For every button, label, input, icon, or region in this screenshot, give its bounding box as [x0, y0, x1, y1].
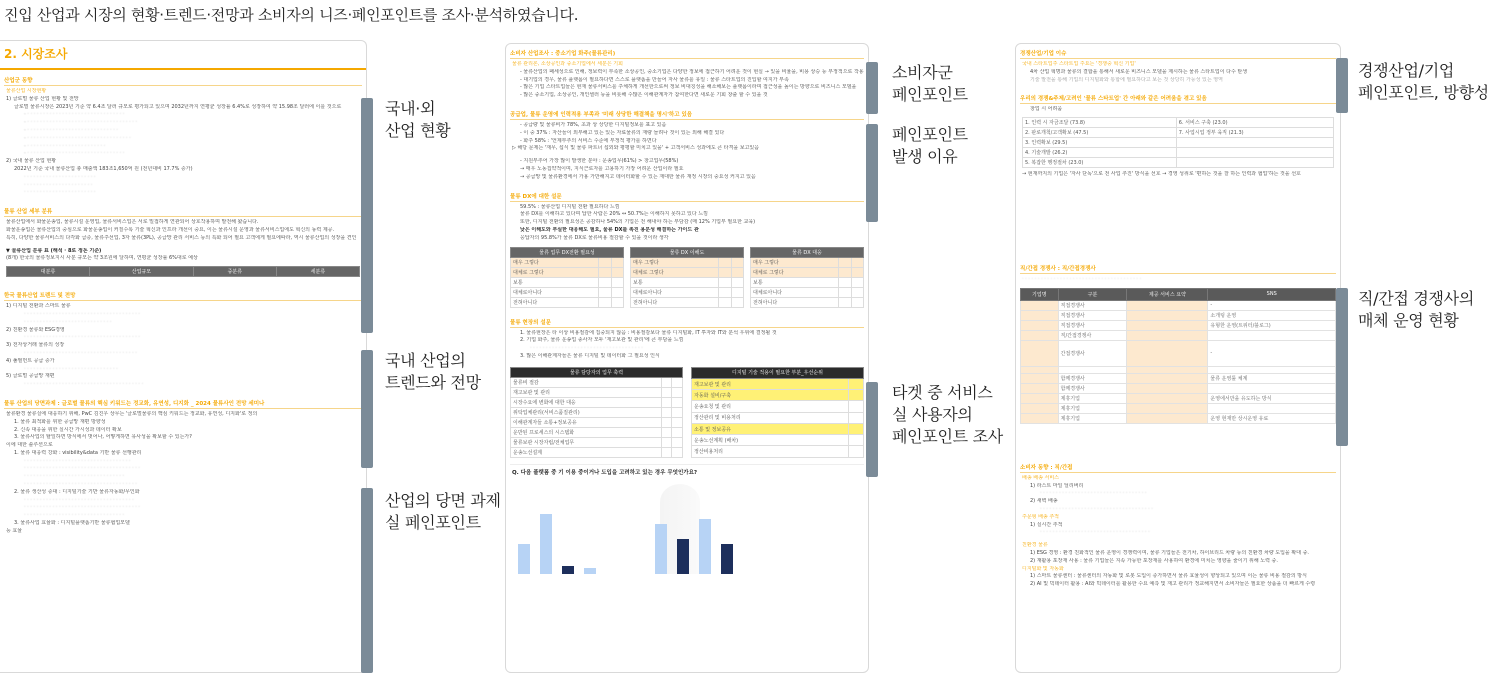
text-line: - 대기업의 경우, 물류 플랫폼이 필요하다면 스스로 플랫폼을 만들어 자사 물류를 유일 : 물류 스타트업의 진입할 여지가 부족	[520, 76, 789, 83]
table-cell: 6. 서비스 구축 (23.0)	[1176, 118, 1333, 128]
subsection-title: 물류 관리론, 소상공인과 중소기업에서 세분은 기회	[512, 61, 623, 67]
section-title: 물류 DX에 대한 설문	[510, 192, 864, 202]
table-cell: 보통	[631, 277, 719, 287]
text-line: → 매우 노동집약적이며, 지식근로자를 고용하기 가장 어려운 산업이라 필요	[520, 165, 684, 172]
chart-bar	[721, 544, 733, 574]
subsection-title: 국내 스타트업주 스타트업 주요는 '경쟁중 혁신 기업'	[1022, 61, 1136, 67]
blurred-line: · · · · · · · · · · · · · · · · · · · · · · · · · · · · · · · · · ·	[1040, 490, 1147, 497]
chart-bar	[518, 544, 530, 574]
competitor-research-document	[1015, 43, 1341, 673]
table-cell	[1208, 403, 1336, 413]
chart-bar	[699, 519, 711, 574]
table-cell: 재고보관 및 관리	[511, 387, 662, 397]
table-cell: 간접경쟁사	[1058, 340, 1127, 366]
text-line: 2. 신속 대응을 위한 실시간 가시성과 데이터 확보	[14, 426, 122, 433]
table-cell: 유형한 운영(트위터/블로그)	[1208, 320, 1336, 330]
dx-understanding-table	[630, 247, 744, 308]
table-cell: 전혀아니다	[631, 297, 719, 307]
blurred-line: · · · · · · · · · · · · · · · · · · · · · · · · · · · · · · · · · · · · ·	[24, 504, 141, 511]
doc-title: 2. 시장조사	[0, 41, 366, 70]
text-line: 1) ESG 경영 : 환경 친화적인 물류 운영이 경쟁력이며, 물류 기업들은 전기차, 하이브리드 차량 등의 친환경 차량 도입을 확대 중.	[1030, 549, 1310, 556]
industry-classification-table	[6, 266, 360, 277]
table-cell: 물류보관 시장자립/전체업무	[511, 437, 662, 447]
table-cell: 물류비 절감	[511, 377, 662, 387]
text-line: 1. 물류 대응력 강화 : visibility&data 기반 물류 선행관리	[14, 449, 142, 456]
dx-response-table	[750, 247, 864, 308]
text-line: 1. 물류현장은 타 이상 비용절감에 집중되지 않음 : 비용절감보다 물류 디지털화, IT 투자와 IT와 분석 우위에 결정될 것	[520, 329, 777, 336]
startup-difficulty-table	[1022, 117, 1334, 168]
section-title: 소비자 동향 : 직/간접	[1020, 463, 1336, 473]
blurred-line: · · · · · · · · · · · · · · · · · · · · · · · · · · · · · · · · · · · · ·	[24, 334, 141, 341]
table-cell: 대체로 그렇다	[751, 267, 839, 277]
text-line: - 많은 중소기업, 소상공인, 개인셀러 등을 비롯해 수많은 이해관계자가 참여한다면 새로운 기회 창출 할 수 있을 것	[520, 92, 768, 99]
blurred-line: · · · · · · · · · · · · · · · · · · · · · · · · · · · · · · · ·	[24, 512, 125, 519]
blurred-line: · · · · · · · · · · · · · · · · · · · · · · · · · · · · · · · · · · · ·	[1040, 505, 1153, 512]
table-cell: 정산관리 및 비용처리	[692, 412, 849, 423]
text-line: 특히, 다양한 물류서비스의 다각화 급증, 물류주선업, 3자 물류(3PL), 공급망 관리 서비스 등의 특화 되어 필요 고객에게 필요에따라, 역시 물류산업의 성장을 견인	[6, 234, 357, 241]
table-cell: 운반된 프로세스의 시스템화	[511, 427, 662, 437]
table-cell: 매우 그렇다	[511, 257, 599, 267]
table-cell: 소개팅 운영	[1208, 310, 1336, 320]
table-cell: 직/간접경쟁사	[1058, 330, 1127, 340]
section-title: 소비자 산업조사 : 중소기업 화주(물류관리)	[510, 49, 864, 59]
table-cell: 제휴기업	[1058, 403, 1127, 413]
text-line: 3. 물류사업의 탈일하면 방식에서 벗어나, 어떻게하면 유사성을 확보할 수 있는가?	[14, 434, 192, 441]
subsection-title: 친환경 물류	[1022, 542, 1048, 549]
table-cell: 대체로 그렇다	[631, 267, 719, 277]
section-title: 경쟁산업/기업 이슈	[1020, 49, 1336, 59]
text-line: 4) 풀필먼트 공급 증가	[6, 357, 55, 364]
table-header: 세분류	[276, 267, 359, 277]
table-cell: 운송요청 및 관리	[692, 401, 849, 412]
table-cell: 5. 복잡한 행정절차 (23.0)	[1023, 158, 1177, 168]
subsection-title: 물류산업 시장현황	[6, 88, 47, 94]
table-header: 산업규모	[90, 267, 194, 277]
callout-label: 산업의 당면 과제 실 페인포인트	[385, 491, 501, 532]
text-line: 1) 스마트 물류센터 : 물류센터의 자동화 및 로봇 도입이 증가하면서 물류 효율성이 향상되고 있으며 이는 물류 비용 절감의 방식	[1030, 573, 1307, 580]
table-header: 물류 업무 DX전환 필요성	[511, 247, 624, 257]
platform-usage-chart	[510, 464, 864, 574]
callout-label: 국내 산업의 트렌드와 전망	[385, 351, 481, 392]
chart-bar	[677, 539, 689, 574]
table-cell: 자동화 설비/구축	[692, 390, 849, 401]
callout-label: 타겟 중 서비스 실 사용자의 페인포인트 조사	[892, 383, 1003, 446]
blurred-line: · · · · · · · · · · · · · · · · · · · · · · · · · · · · · · · · · · · · · ·	[24, 381, 144, 388]
text-line: 물류산업에서 화물운송업, 물류시설 운영업, 물류서비스업은 서로 밀접하게 연관되어 상호작용하며 발전해 왔습니다.	[6, 219, 259, 226]
bracket-marker	[866, 382, 878, 477]
table-cell: 제휴기업	[1058, 393, 1127, 403]
callout-label: 소비자군 페인포인트	[892, 63, 968, 104]
blurred-line: · · · · · · · · · · · · · · · · · · · · · · · · · · · · · · · · · · · · ·	[24, 465, 141, 472]
table-cell	[1176, 138, 1333, 148]
blurred-line: · · · · · · · · · · · · · · · · · · · · · ·	[24, 181, 93, 188]
callout-label: 페인포인트 발생 이유	[892, 125, 968, 166]
text-line: (8개) 한국의 물류정보지시 사분 규모는 약 3조원에 달하며, 연평균 성장률 6%대로 예상	[6, 255, 198, 262]
table-cell: 매우 그렇다	[631, 257, 719, 267]
section-title: 산업군 동향	[4, 76, 362, 86]
table-header: 대분류	[7, 267, 90, 277]
blurred-line: · · · · · · · · · · · · · · · · · · · · · · · · · · · ·	[24, 318, 112, 325]
bracket-marker	[866, 124, 878, 222]
text-line: 기술 발전을 통해 기업의 디지털화와 통합에 필요하다고 보는 것 상당히 가능성 있는 영역	[1030, 76, 1223, 83]
text-line: - 물류산업의 패세성으로 인해, 정보력이 부족한 소상공인, 중소기업은 다양한 정보에 접근하기 어려운 것이 현실 → 있을 비율을, 비용 상승 등 부정적으로 작용	[520, 68, 864, 75]
text-line: 화물운송업은 물류산업의 중심으로 화물운송업이 커질수록 기술 혁신과 인프라 개선이 중요, 이는 물류시설 운영과 물류서비스업에도 혁신의 동력 제공.	[6, 226, 335, 233]
blurred-line: · · · · · · · · · · · · · · · · · · · · · · · · · · · · · · · · · · ·	[1040, 529, 1150, 536]
field-survey-tables	[506, 367, 868, 458]
table-cell: 전혀아니다	[511, 297, 599, 307]
table-cell: 직접경쟁사	[1058, 300, 1127, 310]
table-cell: 소통 및 정보공유	[692, 423, 849, 434]
chart-bar	[562, 566, 574, 574]
text-line: 물류환경 물류실에 대응하기 위해, PwC 김진우 상무는 '글로벌물류의 핵심 키워드는 정교화, 유연성, 디지화'로 정의	[6, 410, 258, 417]
chart-question: Q. 다음 플랫폼 중 기 이용 중이거나 도입을 고려하고 있는 경우 무엇인가요?	[512, 469, 698, 476]
text-line: 응답자의 95.8%가 물류 DX로 물류비용 절감할 수 있을 것이라 생각	[520, 234, 669, 241]
bracket-marker	[361, 350, 373, 468]
table-cell: 물류 운영툴 체계	[1208, 373, 1336, 383]
section-title: 한국 물류산업 트렌드 및 전망	[4, 291, 362, 301]
text-line: 1) 디지털 전환과 스마트 물류	[6, 303, 71, 310]
text-line: 글로벌 물류시장은 2023년 기준 약 6.4조 달러 규모로 평가되고 있으며 2032년까지 연평균 성장률 6.4%로 성장하여 약 15.98조 달러에 이를 것으로	[14, 103, 342, 110]
blurred-line: - · · · · · · · · · · · · · · · · · · · · · · · · ·	[24, 142, 106, 149]
table-header: 중분류	[193, 267, 276, 277]
chart-bar	[584, 568, 596, 574]
section-title: 물류 산업의 당면과제 : 글로벌 물류의 핵심 키워드는 정교화, 유연성, 디지화 _ 2024 물류사인 전망 세미나	[4, 399, 362, 409]
table-cell	[1208, 330, 1336, 340]
blurred-line: - · · · · · · · · · · · · · · · · · · · · · · · · · · · · · · ·	[24, 111, 125, 118]
table-cell	[1176, 148, 1333, 158]
blurred-line: · · · · · · · · · · · · · · · · · · · · · · · · · · · · · · · ·	[24, 473, 125, 480]
table-cell: 1. 인력 시 자금조달 (73.8)	[1023, 118, 1177, 128]
table-cell: 3. 인력확보 (29.5)	[1023, 138, 1177, 148]
text-line: 2) 친환경 물류와 ESG경영	[6, 326, 65, 333]
table-cell: 직접경쟁사	[1058, 320, 1127, 330]
text-line: 2) 새벽 배송	[1030, 498, 1058, 505]
table-cell: 운송노선설계	[511, 447, 662, 457]
blurred-line: · · · · · · · · · · · · · · · · · · · · · · ·	[24, 189, 96, 196]
table-cell: 운송노선계획 (배차)	[692, 435, 849, 446]
chart-bars	[510, 494, 864, 574]
table-header: 구분	[1058, 288, 1127, 300]
section-title: 물류 산업 세부 분류	[4, 207, 362, 217]
table-cell	[1176, 158, 1333, 168]
bracket-marker	[361, 488, 373, 673]
blurred-line: · · · · · · · · · · · · · · · · · · · · · · · · · · · · · · · · · · · ·	[24, 349, 137, 356]
text-line: → 공급망 및 물류환경에서 가용 가만해지고 데이터화할 수 있는 재대한 물류 재정 시장의 중요성 커지고 있음	[520, 173, 756, 180]
table-cell: -	[1208, 300, 1336, 310]
text-line: 물류 DX를 이해하고 있다며 답한 사람은 20% ↔ 50.7%는 이해하지 못하고 있다 느낌	[520, 211, 708, 218]
bracket-marker	[1336, 58, 1348, 113]
section-title: 직/간접 경쟁사 : 직/간접경쟁사	[1020, 264, 1336, 274]
table-cell: 운영 현재만 상시운영 유료	[1208, 413, 1336, 423]
table-header: 제공 서비스 요약	[1127, 288, 1208, 300]
table-cell: 운영에서만을 유도하는 방식	[1208, 393, 1336, 403]
text-line: 등 효율	[6, 527, 23, 534]
table-cell: 보통	[751, 277, 839, 287]
table-cell: 대체로 그렇다	[511, 267, 599, 277]
table-cell: 7. 사업시업 정부 육직 (21.3)	[1176, 128, 1333, 138]
blurred-line: - · · · · · · · · · · · · · · · · · · · · · · · · · · · · · · · · ·	[24, 134, 131, 141]
table-header: 물류 DX 이해도	[631, 247, 744, 257]
section-title: 우리의 경쟁&주제/고려인 '물류 스타트업' 간 아래와 같은 어려움을 겪고 있음	[1020, 94, 1336, 104]
section-title: 공급업, 물류 운영에 인력적용 부족과 '미래 상당한 해결책을 명시'하고 있음	[510, 110, 864, 120]
text-line: 4차 산업 혁명과 물류의 결합을 통해서 새로운 비즈니스 모델을 제시하는 물류 스타트업이 다수 탄생	[1030, 68, 1248, 75]
text-line: ▷ 해당 문제는 '재무, 섭식 및 물류 파트너 섭외와 평평할 미치고 있을' + 고객서비스 성과에도 큰 타격을 보고있음	[512, 145, 760, 152]
blurred-line: · · · · · · · · · · · · · · · · · · · · · · · · · · · · · · · · · · · · · ·	[1022, 275, 1142, 282]
blurred-line: · · · · · · · · · · · · · · · · · · · · · · · · · · · · · ·	[24, 365, 118, 372]
dx-need-table	[510, 247, 624, 308]
table-header: 디지털 기술 적용이 필요한 부분_우선순위	[692, 367, 864, 378]
text-line: 이에 대한 솔루션으로	[6, 442, 53, 449]
callout-label: 경쟁산업/기업 페인포인트, 방향성	[1358, 61, 1489, 102]
bracket-marker	[866, 62, 878, 114]
table-cell: 재고보관 및 관리	[692, 378, 849, 389]
blurred-line: · · · · · · · · · · · · · · · · · · · · · · · · · · · · · · · · · ·	[24, 457, 131, 464]
table-header: SNS	[1208, 288, 1336, 300]
text-line: - 이 중 37% : 자산들이 외부해고 있는 있는 자료물류의 재량 늘려나 것이 있는 외해 해결 있다	[520, 129, 725, 136]
table-cell: 이해관계자들 소통+정보공유	[511, 417, 662, 427]
table-cell: 대체로아니다	[751, 287, 839, 297]
table-cell: -	[1208, 340, 1336, 366]
section-title: 물류 현장의 설문	[510, 318, 864, 328]
text-line: - 화주 58% : '언제부추의 서비스 수준에 부정적 평가를 하면다	[520, 137, 657, 144]
text-line: 2022년 기준 국내 물류산업 총 매출액 183조1,650억 원 (전년대비 17.7% 증가)	[14, 165, 193, 172]
table-cell: 위탁업체관리(서비스품질관리)	[511, 407, 662, 417]
callout-label: 국내·외 산업 현황	[385, 99, 451, 140]
text-line: 5) 글로벌 공급망 재편	[6, 373, 55, 380]
text-line: → 현재까지의 기업은 '자사 단독'으로 전 사업 추진' 방식을 선호 → 경영 성취로 '편하는 것을 잘 하는 인력과 협업'하는 것을 선호	[1022, 171, 1301, 178]
blurred-line: - · · · · · · · · · · · · · · · · · · · · · · · · · · · · ·	[24, 126, 118, 133]
text-line: 2) 재활용 포장재 사용 : 물류 기업들은 지속 가능한 포장재를 사용하여 환경에 미치는 영향을 줄이기 위해 노력 중.	[1030, 557, 1278, 564]
chart-bar	[655, 524, 667, 574]
text-line: 2. 물류 생산성 증대 : 디지털기술 기반 물류자동화/무인화	[14, 488, 140, 495]
bracket-marker	[361, 98, 373, 333]
text-line: 3. 물류사업 효율화 : 디지털플랫폼기반 물류협업모델	[14, 520, 130, 527]
text-line: 59.5% : 물류산업 디지털 전환 필요하다 느낌	[520, 203, 620, 210]
tech-priority-table	[691, 367, 864, 458]
text-line: 낮은 이해도와 부실한 대응해도 필요, 물류 DX를 촉진 용분성 해결하는 가이드 관	[520, 226, 699, 233]
table-cell: 전혀아니다	[751, 297, 839, 307]
text-line: - 많은 기업 스타트업들은 현재 물류서비스를 주체하게 개선한으로써 정보 비대칭성을 해소해보는 플랫폼이라며 접근성을 높이는 방향으로 비즈니스 모델을	[520, 84, 857, 91]
dx-survey-tables	[506, 247, 868, 308]
bracket-marker	[1336, 288, 1348, 446]
blurred-line: · · · · · · · · · · · · · · · · · · · · · · · · · · · · · · · · · · · ·	[530, 345, 643, 352]
text-line: - 지원부추어 가장 많이 발생한 분야 : 운송업무(61%) > 창고업무(58%)	[520, 158, 679, 165]
blurred-line: · · · · · · · · · · · · · · · · · · · · · · ·	[24, 173, 96, 180]
text-line: 2. 기업 화주, 물류 운송업 종사자 모두 '재고보관 및 관리'에 큰 부담을 느낌	[520, 337, 684, 344]
table-cell: 4. 기술개발 (26.2)	[1023, 148, 1177, 158]
callout-label: 직/간접 경쟁사의 매체 운영 현황	[1358, 289, 1474, 330]
subsection-title: 디지털화 및 자동화	[1022, 565, 1064, 572]
page-headline: 진입 산업과 시장의 현황·트렌드·전망과 소비자의 니즈·페인포인트를 조사·분석하였습니다.	[4, 6, 579, 24]
table-header: 물류 DX 대응	[751, 247, 864, 257]
table-cell: 정산비용처리	[692, 446, 849, 457]
consumer-research-document	[505, 43, 869, 673]
text-line: 1. 물류 최적화를 위한 공급망 재편 방향성	[14, 418, 106, 425]
table-cell	[1058, 366, 1127, 373]
text-line: - 공급량 및 물류비가 78%, 초과 상 상당한 디지털정보를 표고 있음	[520, 121, 667, 128]
text-line: 3. 많은 이해관계자들은 물류 디지털 및 데이터화 그 필요성 인식	[520, 352, 660, 359]
table-cell: 대체로아니다	[631, 287, 719, 297]
table-header: 기업명	[1021, 288, 1059, 300]
table-cell: 함께경쟁사	[1058, 383, 1127, 393]
text-line: 1) 라스트 마일 딜리버리	[1030, 482, 1084, 489]
task-difficulty-table	[510, 367, 683, 458]
text-line: 3) 전자상거래 물류의 성장	[6, 342, 65, 349]
competitor-table	[1020, 288, 1336, 424]
subsection-title: 배송 배송 서비스	[1022, 474, 1059, 481]
text-line: 또한, 디지털 전환의 필요성은 공감하나 54%의 기업은 전 해내야 하는 부담감 (매 12% 기업부 필요한 교육)	[520, 219, 756, 226]
market-research-document	[0, 40, 367, 673]
blurred-line: · · · · · · · · · · · · · · · · · · · · · · · · · · · · · · · · · · · ·	[24, 481, 137, 488]
table-header: 물류 담당자의 업무 축력	[511, 367, 683, 377]
table-cell: 함께경쟁사	[1058, 373, 1127, 383]
text-line: ▼ 물류산업 분류 표 (해석 · 8로 정돈 기준)	[6, 247, 102, 254]
table-cell: 시장수요에 변화에 대한 대응	[511, 397, 662, 407]
text-line: 2) 국내 물류 산업 현황	[6, 158, 57, 165]
subsection-title: 주문형 배송 추적	[1022, 513, 1059, 520]
table-cell: 직접경쟁사	[1058, 310, 1127, 320]
blurred-line: · · · · · · · · · · · · · · · · · · · · · · · · · · · · · · · · · · ·	[24, 496, 134, 503]
text-line: 창업 시 어려움	[1030, 106, 1063, 113]
blurred-line: - · · · · · · · · · · · · · · · · · · · · · · · · · · · · · · ·	[24, 150, 125, 157]
text-line: 2) AI 및 빅데이터 활용 : AI와 빅데이터를 활용한 수요 예측 및 재고 관리가 정교해지면서 소비자들은 필요한 상품을 더 빠르게 수령	[1030, 581, 1316, 588]
table-cell: 대체로아니다	[511, 287, 599, 297]
table-cell: 매우 그렇다	[751, 257, 839, 267]
table-cell: 보통	[511, 277, 599, 287]
table-cell	[1208, 366, 1336, 373]
text-line: 1) 글로벌 물류 산업 현황 및 전망	[6, 95, 79, 102]
table-cell	[1208, 383, 1336, 393]
blurred-line: · · · · · · · · · · · · · · · · · · · · · · · · · · · · · · · · · · · · ·	[24, 310, 141, 317]
blurred-line: - · · · · · · · · · · · · · · · · · · · · · · · · · · · · · · · · · · ·	[24, 119, 138, 126]
text-line: 1) 실시간 추적	[1030, 521, 1063, 528]
table-cell: 2. 판로개척/고객확보 (47.5)	[1023, 128, 1177, 138]
table-cell: 제휴기업	[1058, 413, 1127, 423]
chart-bar	[540, 514, 552, 574]
